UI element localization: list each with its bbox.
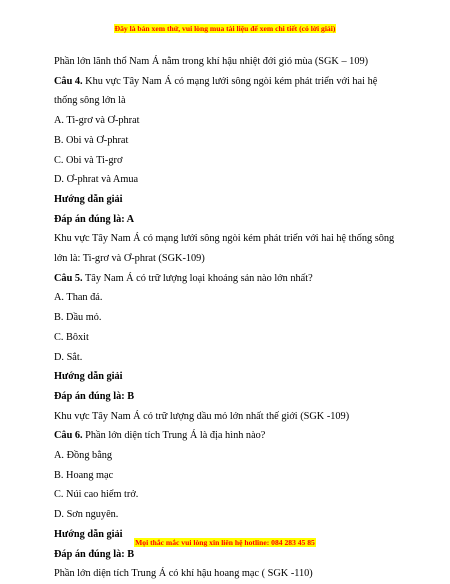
- question-4-text: Khu vực Tây Nam Á có mạng lưới sông ngòi kém phát triển với hai hệ thống sông lớn là: [54, 75, 378, 107]
- question-4-guide-heading: Hướng dẫn giải: [54, 193, 123, 205]
- question-4: [54, 72, 399, 111]
- question-5-option-d: D. Sắt.: [54, 351, 83, 363]
- question-4-label: Câu 4.: [54, 75, 83, 87]
- question-5-explanation: Khu vực Tây Nam Á có trữ lượng dầu mỏ lớn nhất thế giới (SGK -109): [54, 410, 350, 422]
- question-6-option-a: A. Đồng bằng: [54, 450, 113, 462]
- question-4-answer: Đáp án đúng là: A: [54, 213, 135, 225]
- question-4-option-c: C. Obi và Ti-grơ: [54, 154, 123, 166]
- question-4-option-b: B. Obi và Ơ-phrat: [54, 134, 129, 146]
- question-6-answer: Đáp án đúng là: B: [54, 548, 135, 560]
- question-6-option-d: D. Sơn nguyên.: [54, 509, 119, 521]
- question-5: [54, 269, 399, 289]
- question-5-option-a: A. Than đá.: [54, 292, 103, 304]
- question-6-option-c: C. Núi cao hiểm trở.: [54, 489, 139, 501]
- question-5-text: Tây Nam Á có trữ lượng loại khoáng sản nào lớn nhất?: [82, 272, 313, 284]
- question-4-explanation: Khu vực Tây Nam Á có mạng lưới sông ngòi kém phát triển với hai hệ thống sông lớn là: Ti-grơ và Ơ-phrat (SGK-109): [54, 233, 395, 265]
- question-6-label: Câu 6.: [54, 430, 83, 442]
- question-6: [54, 426, 399, 446]
- question-6-explanation: Phần lớn diện tích Trung Á có khí hậu hoang mạc ( SGK -110): [54, 568, 313, 580]
- preview-notice-banner: [0, 23, 450, 34]
- preview-notice-text: Đây là bản xem thử, vui lòng mua tài liệu để xem chi tiết (có lời giải): [114, 24, 336, 33]
- question-5-option-c: C. Bôxit: [54, 331, 89, 343]
- document-body: [54, 52, 399, 584]
- question-5-label: Câu 5.: [54, 272, 83, 284]
- question-6-text: Phần lớn diện tích Trung Á là địa hình nào?: [82, 430, 266, 442]
- question-4-option-d: D. Ơ-phrat và Amua: [54, 174, 139, 186]
- intro-line: Phần lớn lãnh thổ Nam Á nằm trong khí hậu nhiệt đới gió mùa (SGK – 109): [54, 56, 369, 67]
- question-6-option-b: B. Hoang mạc: [54, 469, 114, 481]
- question-5-option-b: B. Dầu mỏ.: [54, 312, 102, 324]
- hotline-notice-text: Mọi thắc mắc vui lòng xin liên hệ hotline: 084 283 45 85: [135, 538, 315, 547]
- question-4-option-a: A. Ti-grơ và Ơ-phrat: [54, 115, 140, 127]
- hotline-notice-banner: [0, 537, 450, 548]
- question-5-answer: Đáp án đúng là: B: [54, 390, 135, 402]
- question-6-guide-heading: Hướng dẫn giải: [54, 528, 123, 540]
- question-5-guide-heading: Hướng dẫn giải: [54, 371, 123, 383]
